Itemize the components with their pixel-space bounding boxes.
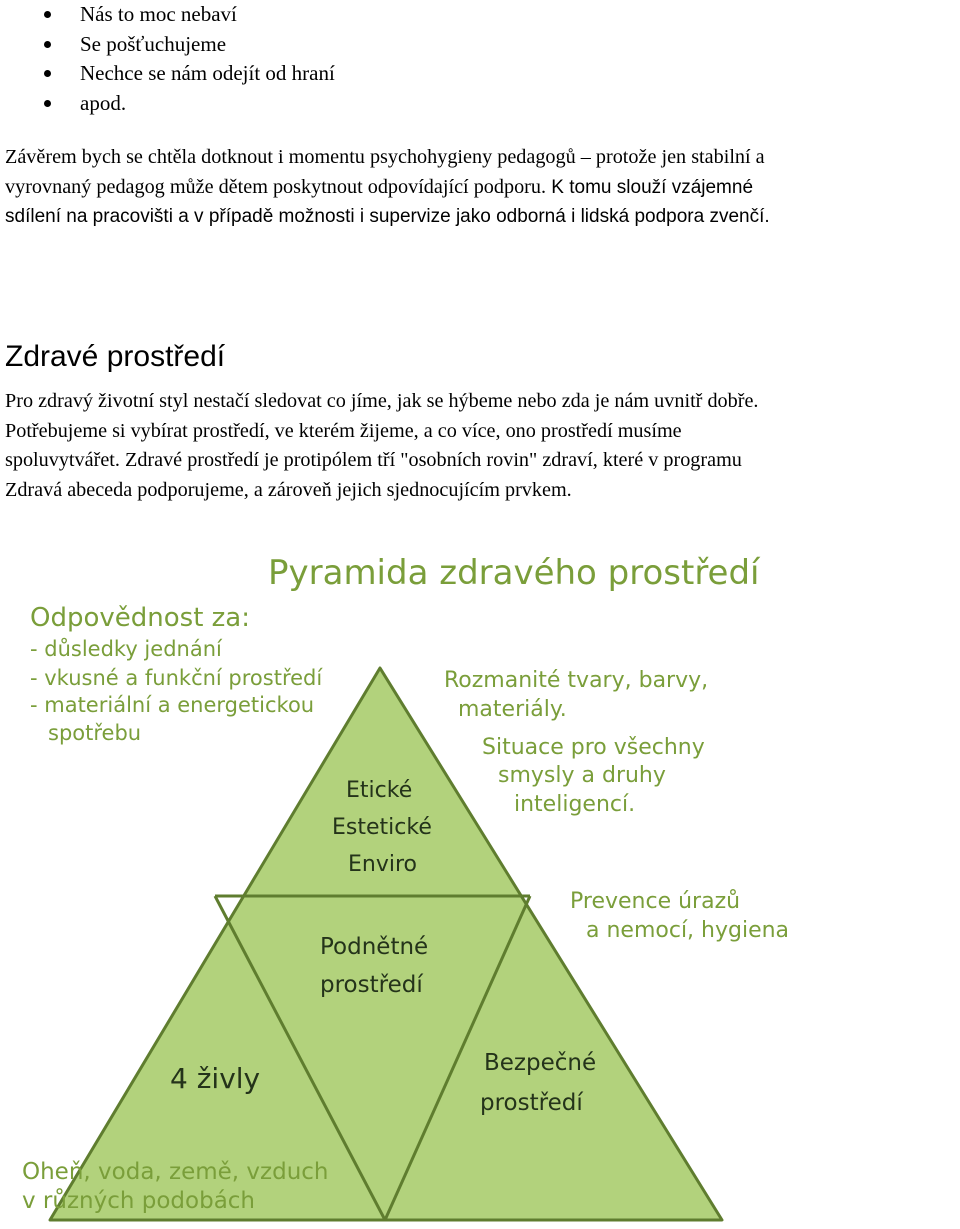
list-item-text: apod. [80, 90, 127, 115]
list-item [0, 59, 335, 89]
pyramid-illustration [0, 530, 960, 1229]
bullet-icon [44, 11, 51, 18]
paragraph-text: vyrovnaný pedagog může dětem poskytnout odpovídající podporu. [5, 175, 547, 198]
middle-triangle-label: Podnětné [320, 934, 429, 960]
responsibility-heading: Odpovědnost za: [30, 603, 250, 633]
list-item-text: Nás to moc nebaví [80, 2, 237, 26]
pyramid-title: Pyramida zdravého prostředí [268, 553, 760, 593]
responsibility-item: - vkusné a funkční prostředí [30, 666, 323, 690]
list-item [0, 30, 335, 60]
paragraph-line: Pro zdravý životní styl nestačí sledovat co jíme, jak se hýbeme nebo zda je nám uvnitř dobře. [5, 390, 759, 412]
note-shapes: materiály. [458, 697, 567, 722]
top-triangle-label: Enviro [348, 852, 417, 877]
bullet-icon [44, 70, 51, 77]
list-item [0, 0, 335, 30]
paragraph-line: Potřebujeme si vybírat prostředí, ve kterém žijeme, a co více, ono prostředí musíme [5, 419, 682, 442]
middle-triangle-label: prostředí [320, 972, 423, 998]
top-triangle-label: Etické [346, 778, 413, 803]
top-triangle-label: Estetické [332, 815, 432, 840]
right-triangle-label: prostředí [480, 1090, 583, 1116]
pyramid-svg [0, 530, 960, 1229]
bullet-list [0, 0, 335, 118]
closing-paragraph [5, 143, 960, 232]
note-senses: smysly a druhy [498, 763, 666, 788]
responsibility-item: spotřebu [48, 721, 142, 745]
paragraph-line: Zdravá abeceda podporujeme, a zároveň jejich sjednocujícím prvkem. [5, 478, 572, 501]
paragraph-text: K tomu slouží vzájemné [546, 176, 754, 198]
bullet-icon [44, 100, 51, 107]
section-paragraph [5, 387, 960, 505]
paragraph-line: Závěrem bych se chtěla dotknout i momentu psychohygieny pedagogů – protože jen stabilní a [5, 146, 765, 168]
responsibility-item: - materiální a energetickou [30, 693, 315, 717]
note-prevention: a nemocí, hygiena [586, 918, 790, 943]
section-heading: Zdravé prostředí [5, 340, 226, 373]
list-item [0, 89, 335, 119]
note-prevention: Prevence úrazů [570, 889, 741, 914]
note-elements: v různých podobách [22, 1188, 256, 1214]
left-triangle-label: 4 živly [170, 1062, 261, 1095]
right-triangle-label: Bezpečné [484, 1050, 597, 1076]
bullet-icon [44, 41, 51, 48]
responsibility-item: - důsledky jednání [30, 637, 222, 661]
note-senses: inteligencí. [514, 792, 636, 817]
note-senses: Situace pro všechny [482, 735, 705, 760]
paragraph-line: sdílení na pracovišti a v případě možnosti i supervize jako odborná i lidská podpora zvenčí. [5, 206, 770, 227]
list-item-text: Nechce se nám odejít od hraní [80, 61, 335, 85]
note-shapes: Rozmanité tvary, barvy, [444, 668, 709, 693]
list-item-text: Se pošťuchujeme [80, 31, 227, 56]
paragraph-line: spoluvytvářet. Zdravé prostředí je protipólem tří "osobních rovin" zdraví, které v programu [5, 449, 742, 471]
note-elements: Oheň, voda, země, vzduch [22, 1159, 329, 1185]
paragraph-line [5, 173, 960, 203]
